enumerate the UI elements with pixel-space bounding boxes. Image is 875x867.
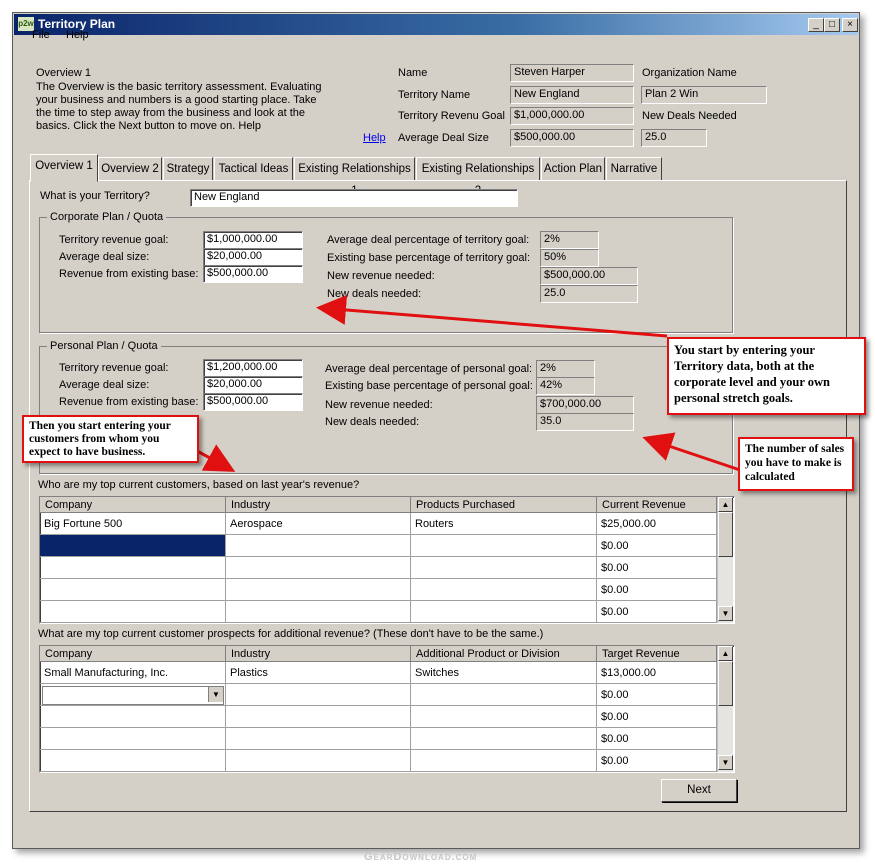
overview-heading: Overview 1 (36, 67, 92, 79)
menu-help[interactable]: Help (66, 29, 89, 41)
chevron-down-icon[interactable]: ▼ (208, 687, 223, 702)
corp-revenue-goal-input[interactable]: $1,000,000.00 (203, 231, 303, 249)
tab-existing-relationships-1[interactable]: Existing Relationships (294, 157, 415, 181)
grid-cell[interactable]: $0.00 (597, 557, 717, 579)
corp-existing-revenue-input[interactable]: $500,000.00 (203, 265, 303, 283)
corp-new-deals-field: 25.0 (540, 285, 638, 303)
avg-deal-size-label: Average Deal Size (398, 132, 489, 144)
corp-new-revenue-label: New revenue needed: (327, 270, 435, 282)
column-header[interactable]: Industry (226, 646, 411, 662)
territory-input[interactable]: New England (190, 189, 518, 207)
tab-overview-1[interactable]: Overview 1 (30, 154, 98, 182)
corp-avg-deal-label: Average deal size: (59, 251, 150, 263)
overview-text-line: your business and numbers is a good starting place. Take (36, 94, 317, 106)
pers-base-pct-field: 42% (536, 377, 595, 395)
org-label: Organization Name (642, 67, 737, 79)
scroll-down-icon[interactable]: ▼ (718, 755, 733, 770)
pers-base-pct-label: Existing base percentage of personal goal: (325, 380, 533, 392)
grid-cell[interactable]: $0.00 (597, 684, 717, 706)
column-header[interactable]: Additional Product or Division (411, 646, 597, 662)
callout-sales-calculated: The number of sales you have to make is calculated (738, 437, 854, 491)
personal-plan-title: Personal Plan / Quota (47, 340, 161, 352)
corp-base-pct-field: 50% (540, 249, 599, 267)
watermark: GearDownload.com (364, 851, 478, 863)
minimize-button[interactable]: _ (808, 18, 824, 32)
customers-question: Who are my top current customers, based on last year's revenue? (38, 479, 360, 491)
pers-new-deals-field: 35.0 (536, 413, 634, 431)
pers-revenue-goal-input[interactable]: $1,200,000.00 (203, 359, 303, 377)
app-logo-icon: p2w (18, 17, 34, 31)
tab-overview-2[interactable]: Overview 2 (98, 157, 162, 181)
tab-tactical-ideas[interactable]: Tactical Ideas (214, 157, 293, 181)
grid-cell[interactable]: Plastics (226, 662, 411, 684)
revenue-goal-field: $1,000,000.00 (510, 107, 634, 125)
corp-existing-revenue-label: Revenue from existing base: (59, 268, 199, 280)
corp-new-deals-label: New deals needed: (327, 288, 422, 300)
menu-file[interactable]: File (32, 29, 50, 41)
pers-new-deals-label: New deals needed: (325, 416, 420, 428)
arrow-to-new-deals (648, 439, 740, 470)
corp-avg-deal-input[interactable]: $20,000.00 (203, 248, 303, 266)
help-link[interactable]: Help (363, 132, 386, 144)
next-button[interactable]: Next (661, 779, 737, 802)
grid-cell[interactable]: Switches (411, 662, 597, 684)
tab-narrative[interactable]: Narrative (606, 157, 662, 181)
scroll-up-icon[interactable]: ▲ (718, 497, 733, 512)
grid-cell[interactable]: Small Manufacturing, Inc. (40, 662, 226, 684)
territory-name-field: New England (510, 86, 634, 104)
prospects-question: What are my top current customer prospects for additional revenue? (These don't have to be the same.) (38, 628, 544, 640)
corp-revenue-goal-label: Territory revenue goal: (59, 234, 169, 246)
grid-cell[interactable]: Big Fortune 500 (40, 513, 226, 535)
scroll-up-icon[interactable]: ▲ (718, 646, 733, 661)
pers-revenue-goal-label: Territory revenue goal: (59, 362, 169, 374)
grid-cell[interactable]: $0.00 (597, 535, 717, 557)
pers-existing-revenue-input[interactable]: $500,000.00 (203, 393, 303, 411)
grid-cell[interactable]: $25,000.00 (597, 513, 717, 535)
avg-deal-size-field: $500,000.00 (510, 129, 634, 147)
grid-cell[interactable]: Aerospace (226, 513, 411, 535)
grid-cell[interactable]: $0.00 (597, 750, 717, 772)
column-header[interactable]: Target Revenue (597, 646, 717, 662)
pers-existing-revenue-label: Revenue from existing base: (59, 396, 199, 408)
column-header[interactable]: Company (40, 497, 226, 513)
corp-deal-pct-field: 2% (540, 231, 599, 249)
overview-text-line: The Overview is the basic territory assessment. Evaluating (36, 81, 322, 93)
column-header[interactable]: Products Purchased (411, 497, 597, 513)
grid-cell[interactable]: Routers (411, 513, 597, 535)
callout-territory-data: You start by entering your Territory data, both at the corporate level and your own personal stretch goals. (667, 337, 866, 415)
pers-deal-pct-field: 2% (536, 360, 595, 378)
pers-new-revenue-field: $700,000.00 (536, 396, 634, 414)
tab-action-plan[interactable]: Action Plan (541, 157, 605, 181)
column-header[interactable]: Company (40, 646, 226, 662)
tab-strategy[interactable]: Strategy (163, 157, 213, 181)
callout-customers: Then you start entering your customers from whom you expect to have business. (22, 415, 199, 463)
pers-avg-deal-label: Average deal size: (59, 379, 150, 391)
corp-base-pct-label: Existing base percentage of territory goal: (327, 252, 531, 264)
name-label: Name (398, 67, 428, 79)
overview-text-line: basics. Click the Next button to move on. Help (36, 120, 261, 132)
corp-deal-pct-label: Average deal percentage of territory goal: (327, 234, 530, 246)
window-title: Territory Plan (38, 17, 116, 31)
name-field: Steven Harper (510, 64, 634, 82)
pers-avg-deal-input[interactable]: $20,000.00 (203, 376, 303, 394)
pers-new-revenue-label: New revenue needed: (325, 399, 433, 411)
new-deals-needed-field: 25.0 (641, 129, 707, 147)
new-deals-needed-label: New Deals Needed (642, 110, 737, 122)
grid-cell[interactable]: $0.00 (597, 706, 717, 728)
territory-name-label: Territory Name (398, 89, 471, 101)
maximize-button[interactable]: □ (824, 18, 840, 32)
pers-deal-pct-label: Average deal percentage of personal goal: (325, 363, 533, 375)
revenue-goal-label: Territory Revenu Goal (398, 110, 505, 122)
column-header[interactable]: Industry (226, 497, 411, 513)
grid-cell[interactable]: $0.00 (597, 579, 717, 601)
overview-text-line: the time to step away from the business and look at the (36, 107, 306, 119)
org-name-field: Plan 2 Win (641, 86, 767, 104)
grid-cell[interactable]: $13,000.00 (597, 662, 717, 684)
territory-question-label: What is your Territory? (40, 190, 150, 202)
column-header[interactable]: Current Revenue (597, 497, 717, 513)
close-button[interactable]: × (842, 18, 858, 32)
grid-cell[interactable]: $0.00 (597, 601, 717, 623)
corp-new-revenue-field: $500,000.00 (540, 267, 638, 285)
corporate-plan-title: Corporate Plan / Quota (47, 211, 166, 223)
grid-cell[interactable]: $0.00 (597, 728, 717, 750)
tab-existing-relationships-2[interactable]: Existing Relationships (416, 157, 540, 181)
scroll-down-icon[interactable]: ▼ (718, 606, 733, 621)
arrow-to-corporate (322, 308, 667, 336)
